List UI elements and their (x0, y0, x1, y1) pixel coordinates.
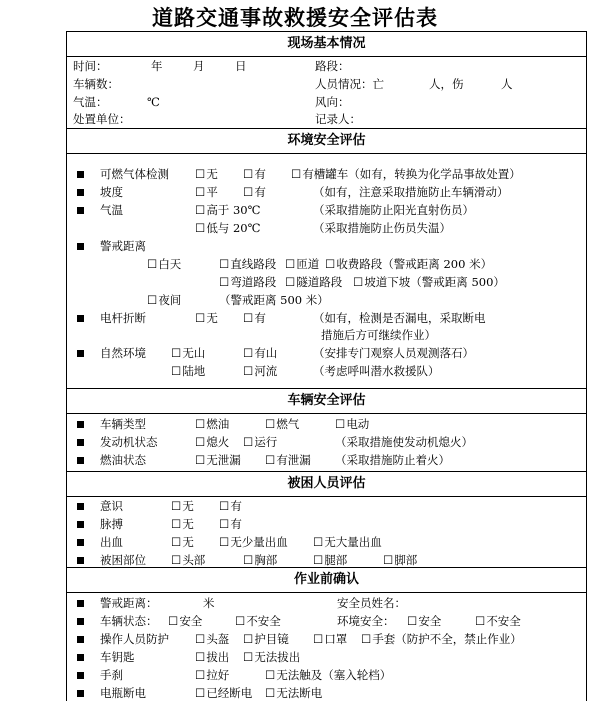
night-checkbox[interactable]: ☐ 夜间 (147, 293, 181, 307)
bullet-icon (77, 207, 84, 214)
injured-unit: 人 (501, 77, 513, 91)
gas-label: 可燃气体检测 (100, 167, 169, 181)
time-label: 时间： (73, 59, 108, 73)
key-removed-checkbox[interactable]: ☐ 拔出 (195, 650, 229, 664)
section-header-environment: 环境安全评估 (67, 129, 586, 154)
electric-type-checkbox[interactable]: ☐ 电动 (335, 417, 369, 431)
air-temp-label: 气温 (100, 203, 123, 217)
fuel-type-checkbox[interactable]: ☐ 燃油 (195, 417, 229, 431)
unit-label: 处置单位： (73, 112, 131, 126)
bleed-none-checkbox[interactable]: ☐ 无 (171, 535, 194, 549)
bullet-icon (77, 521, 84, 528)
warning-distance-label: 警戒距离 (100, 239, 146, 253)
pole-none-checkbox[interactable]: ☐ 无 (195, 311, 218, 325)
vehicle-type-label: 车辆类型 (100, 417, 146, 431)
gas-none-checkbox[interactable]: ☐ 无 (195, 167, 218, 181)
bullet-icon (77, 654, 84, 661)
officer-label: 安全员姓名： (337, 596, 406, 610)
slope-yes-checkbox[interactable]: ☐ 有 (243, 185, 266, 199)
pulse-label: 脉搏 (100, 517, 123, 531)
fuel-note: （采取措施防止着火） (335, 453, 450, 467)
wind-label: 风向： (315, 95, 350, 109)
ramp-checkbox[interactable]: ☐ 匝道 (285, 257, 319, 271)
month-label: 月 (193, 59, 205, 73)
bullet-icon (77, 690, 84, 697)
bullet-icon (77, 457, 84, 464)
gas-type-checkbox[interactable]: ☐ 燃气 (265, 417, 299, 431)
bullet-icon (77, 421, 84, 428)
engine-note: （采取措施使发动机熄火） (335, 435, 473, 449)
temp-low-note: （采取措施防止伤员失温） (313, 221, 451, 235)
nature-label: 自然环境 (100, 346, 146, 360)
ppe-label: 操作人员防护 (100, 632, 169, 646)
bleed-major-checkbox[interactable]: ☐ 无大量出血 (313, 535, 382, 549)
meter-unit: 米 (203, 596, 215, 610)
bullet-icon (77, 315, 84, 322)
assessment-form (66, 31, 587, 701)
warn-distance-label: 警戒距离： (100, 596, 158, 610)
gloves-checkbox[interactable]: ☐ 手套（防护不全，禁止作业） (361, 632, 522, 646)
daytime-checkbox[interactable]: ☐ 白天 (147, 257, 181, 271)
vehicle-safe-checkbox[interactable]: ☐ 安全 (168, 614, 202, 628)
straight-road-checkbox[interactable]: ☐ 直线路段 (219, 257, 276, 271)
consciousness-label: 意识 (100, 499, 123, 513)
vehicle-state-label: 车辆状态： (100, 614, 158, 628)
gas-yes-checkbox[interactable]: ☐ 有 (243, 167, 266, 181)
env-safe-label: 环境安全： (337, 614, 395, 628)
pole-yes-checkbox[interactable]: ☐ 有 (243, 311, 266, 325)
bullet-icon (77, 189, 84, 196)
env-unsafe-checkbox[interactable]: ☐ 不安全 (475, 614, 521, 628)
diver-note: （考虑呼叫潜水救援队） (313, 364, 440, 378)
pole-note-2: 措施后方可继续作业） (321, 328, 436, 342)
conscious-no-checkbox[interactable]: ☐ 无 (171, 499, 194, 513)
slope-label: 坡度 (100, 185, 123, 199)
night-note: （警戒距离 500 米） (219, 293, 329, 307)
bullet-icon (77, 503, 84, 510)
tunnel-checkbox[interactable]: ☐ 隧道路段 (285, 275, 342, 289)
vehicle-unsafe-checkbox[interactable]: ☐ 不安全 (235, 614, 281, 628)
downhill-checkbox[interactable]: ☐ 坡道下坡（警戒距离 500） (353, 275, 505, 289)
bullet-icon (77, 618, 84, 625)
battery-cannot-checkbox[interactable]: ☐ 无法断电 (265, 686, 322, 700)
bullet-icon (77, 243, 84, 250)
bullet-icon (77, 600, 84, 607)
mask-checkbox[interactable]: ☐ 口罩 (313, 632, 347, 646)
section-header-vehicle: 车辆安全评估 (67, 389, 586, 414)
bullet-icon (77, 539, 84, 546)
bullet-icon (77, 171, 84, 178)
tanker-checkbox[interactable]: ☐ 有槽罐车（如有，转换为化学品事故处置） (291, 167, 521, 181)
handbrake-on-checkbox[interactable]: ☐ 拉好 (195, 668, 229, 682)
bullet-icon (77, 439, 84, 446)
land-checkbox[interactable]: ☐ 陆地 (171, 364, 205, 378)
vehicle-count-label: 车辆数： (73, 77, 119, 91)
day-label: 日 (235, 59, 247, 73)
battery-label: 电瓶断电 (100, 686, 146, 700)
engine-label: 发动机状态 (100, 435, 158, 449)
slope-note: （如有，注意采取措施防止车辆滑动） (313, 185, 509, 199)
fuel-state-label: 燃油状态 (100, 453, 146, 467)
injured-label: 人，伤 (429, 77, 464, 91)
pulse-yes-checkbox[interactable]: ☐ 有 (219, 517, 242, 531)
key-stuck-checkbox[interactable]: ☐ 无法拔出 (243, 650, 300, 664)
rockfall-note: （安排专门观察人员观测落石） (313, 346, 474, 360)
pole-note-1: （如有，检测是否漏电，采取断电 (313, 311, 486, 325)
temp-high-note: （采取措施防止阳光直射伤员） (313, 203, 474, 217)
engine-running-checkbox[interactable]: ☐ 运行 (243, 435, 277, 449)
toll-road-checkbox[interactable]: ☐ 收费路段（警戒距离 200 米） (325, 257, 492, 271)
bullet-icon (77, 672, 84, 679)
recorder-label: 记录人： (315, 112, 361, 126)
handbrake-unreachable-checkbox[interactable]: ☐ 无法触及（塞入轮档） (265, 668, 391, 682)
trapped-part-label: 被困部位 (100, 553, 146, 567)
helmet-checkbox[interactable]: ☐ 头盔 (195, 632, 229, 646)
section-header-trapped: 被困人员评估 (67, 472, 586, 497)
conscious-yes-checkbox[interactable]: ☐ 有 (219, 499, 242, 513)
bullet-icon (77, 557, 84, 564)
engine-off-checkbox[interactable]: ☐ 熄火 (195, 435, 229, 449)
leak-checkbox[interactable]: ☐ 有泄漏 (265, 453, 311, 467)
goggles-checkbox[interactable]: ☐ 护目镜 (243, 632, 289, 646)
env-safe-checkbox[interactable]: ☐ 安全 (407, 614, 441, 628)
slope-flat-checkbox[interactable]: ☐ 平 (195, 185, 218, 199)
river-checkbox[interactable]: ☐ 河流 (243, 364, 277, 378)
handbrake-label: 手刹 (100, 668, 123, 682)
bleeding-label: 出血 (100, 535, 123, 549)
head-checkbox[interactable]: ☐ 头部 (171, 553, 205, 567)
mountain-checkbox[interactable]: ☐ 有山 (243, 346, 277, 360)
pulse-no-checkbox[interactable]: ☐ 无 (171, 517, 194, 531)
chest-checkbox[interactable]: ☐ 胸部 (243, 553, 277, 567)
battery-off-checkbox[interactable]: ☐ 已经断电 (195, 686, 252, 700)
leg-checkbox[interactable]: ☐ 腿部 (313, 553, 347, 567)
bullet-icon (77, 350, 84, 357)
temperature-label: 气温： (73, 95, 108, 109)
celsius-unit: ℃ (147, 95, 160, 109)
no-leak-checkbox[interactable]: ☐ 无泄漏 (195, 453, 241, 467)
section-header-basic: 现场基本情况 (67, 32, 586, 57)
curve-road-checkbox[interactable]: ☐ 弯道路段 (219, 275, 276, 289)
section-header-prework: 作业前确认 (67, 568, 586, 593)
road-label: 路段： (315, 59, 350, 73)
bullet-icon (77, 636, 84, 643)
key-label: 车钥匙 (100, 650, 135, 664)
foot-checkbox[interactable]: ☐ 脚部 (383, 553, 417, 567)
temp-high-checkbox[interactable]: ☐ 高于 30℃ (195, 203, 260, 217)
pole-label: 电杆折断 (100, 311, 146, 325)
persons-label: 人员情况：亡 (315, 77, 384, 91)
bleed-minor-checkbox[interactable]: ☐ 无少量出血 (219, 535, 288, 549)
form-title: 道路交通事故救援安全评估表 (152, 6, 438, 30)
no-mountain-checkbox[interactable]: ☐ 无山 (171, 346, 205, 360)
year-label: 年 (151, 59, 163, 73)
temp-low-checkbox[interactable]: ☐ 低与 20℃ (195, 221, 260, 235)
